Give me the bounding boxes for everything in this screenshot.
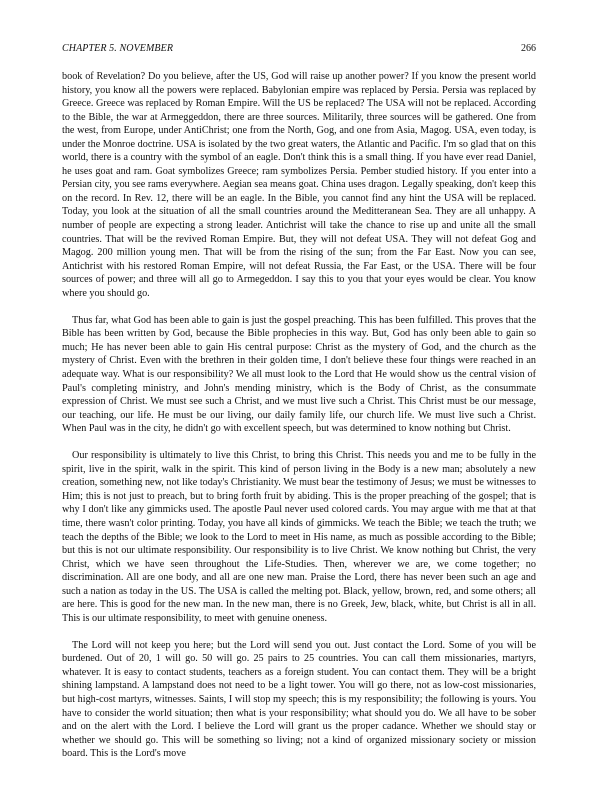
running-header [62,43,536,57]
page-number: 266 [521,43,536,54]
body-text [62,70,536,774]
paragraph-3: Our responsibility is ultimately to live this Christ, to bring this Christ. This needs you and me to be fully in the spirit, live in the spirit, walk in the spirit. This kind of person living in the Body is a new man; absolutely a new creation, something new, not like today's Christianity. We must bear the testimony of Jesus; we must be witnesses to Him; this is not just to preach, but to bring forth fruit by abiding. This is the proper preaching of the gospel; that is why I don't like any gimmicks used. The apostle Paul never used colored cards. You may argue with me that at that time, there wasn't color printing. Today, you have all kinds of gimmicks. We teach the Bible; we teach the truth; we teach the depths of the Bible; we look to the Lord to meet in His name, as much as possible according to the Bible; but this is not our ultimate responsibility. Our responsibility is to live Christ. We know nothing but Christ, the very Christ, which we have seen throughout the Life-Studies. Then, wherever we are, we come together; no discrimination. All are one body, and all are one new man. Praise the Lord, there has never been such an age and such a nation as today in the US. The USA is called the melting pot. Black, yellow, brown, red, and some others; all are here. This is good for the new man. In the new man, there is no Greek, Jew, black, white, but Christ is all in all. This is our ultimate responsibility, to meet with genuine oneness. [62,450,536,624]
chapter-title: CHAPTER 5. NOVEMBER [62,43,174,54]
paragraph-4: The Lord will not keep you here; but the Lord will send you out. Just contact the Lord. Some of you will be burdened. Out of 20, 1 will go. 50 will go. 25 pairs to 25 countries. You can call them missionaries, martyrs, whatever. It is easy to contact students, teachers as a foreign student. You can contact them. They will be a bright shining lampstand. A lampstand does not need to be a light tower. You will go there, not as low-cost missionaries, but high-cost martyrs, witnesses. Saints, I will stop my speech; this is my responsibility; the following is yours. You have to consider the world situation; then what is your responsibility; what should you do. We all have to be sober and on the alert with the Lord. I believe the Lord will grant us the proper cadance. Whether we should stay or whether we should go. This will be something so living; not a kind of organized missionary society or mission board. This is the Lord's move [62,639,536,760]
paragraph-2: Thus far, what God has been able to gain is just the gospel preaching. This has been fulfilled. This proves that the Bible has been written by God, because the Bible prophecies in this way. But, God has only been able to gain so much; He has never been able to gain His central purpose: Christ as the mystery of God, and the church as the mystery of Christ. Even with the brethren in their golden time, I don't believe these four things were reached in an adequate way. What is our responsibility? We all must look to the Lord that He would show us the central vision of Paul's completing ministry, and John's mending ministry, which is the Body of Christ, as the consummate expression of Christ. We must see such a Christ, and we must live such a Christ. This Christ must be our message, our teaching, our life. He must be our living, our daily family life, our church life. We must live such a Christ. When Paul was in the city, he didn't go with excellent speech, but was determined to know nothing but Christ. [62,314,536,435]
paragraph-1: book of Revelation? Do you believe, after the US, God will raise up another power? If you know the present world history, you know all the powers were replaced. Babylonian empire was replaced by Persia. Persia was replaced by Greece. Greece was replaced by Roman Empire. Will the US be replaced? The USA will not be replaced. According to the Bible, the war at Armeggeddon, there are three sources. Militarily, three sources will be gathered. One from the west, from Europe, under AntiChrist; one from the North, Gog, and one from Asia, Magog. USA, even today, is under the Monroe doctrine. USA is isolated by the two great waters, the Atlantic and Pacific. I'm so glad that on this world, there is a country with the symbol of an eagle. Don't think this is a small thing. If you have ever read Daniel, he uses goat and ram. Goat symbolizes Greece; ram symbolizes Persia. Pember studied history. If you enter into a Persian city, you see rams everywhere. Aegian sea means goat. China uses dragon. Legally speaking, don't keep this on the record. In Rev. 12, there will be an eagle. In the Bible, you cannot find any hint the USA will be replaced. Today, you look at the situation of all the small countries around the Meditteranean Sea. They are all unhappy. A number of people are expecting a strong leader. Antichrist will take the chance to rise up and unite all the small countries. That will be the revived Roman Empire. But, they will not defeat USA. They will not defeat Gog and Magog. 200 million young men. That will be from the rising of the sun; from the Far East. Now you can see, Antichrist with his restored Roman Empire, will not defeat Russia, the Far East, or the USA. There will be four sources of power; and three will all go to Armegeddon. I say this to you that your eyes would be clear. You know where you should go. [62,71,536,299]
